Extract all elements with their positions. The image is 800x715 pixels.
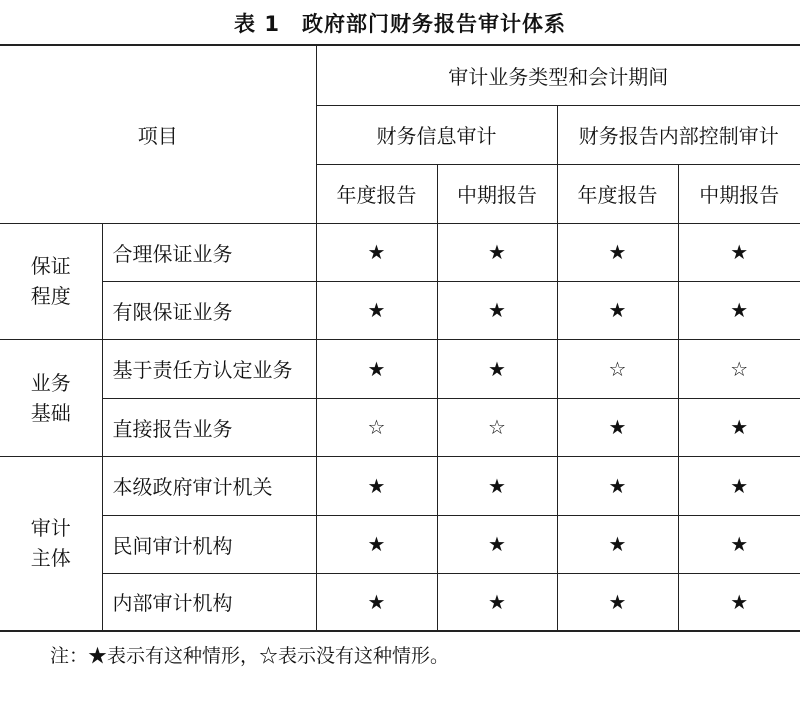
mark-cell: ★ <box>437 456 557 515</box>
mark-cell: ★ <box>557 223 678 281</box>
row-label-cell <box>102 281 316 339</box>
mark-cell: ★ <box>437 515 557 573</box>
mark-cell: ★ <box>316 339 437 398</box>
mark-cell: ★ <box>316 573 437 631</box>
header-sub-label: 中期报告 <box>699 183 780 207</box>
row-label: 合理保证业务 <box>112 241 233 266</box>
header-group1-cell <box>316 105 557 164</box>
mark-cell: ★ <box>557 281 678 339</box>
mark-cell: ★ <box>316 223 437 281</box>
mark-cell: ★ <box>557 456 678 515</box>
mark-cell: ☆ <box>557 339 678 398</box>
mark-cell: ☆ <box>316 398 437 456</box>
row-label-cell <box>102 515 316 573</box>
mark-cell: ☆ <box>437 398 557 456</box>
header-sub-cell <box>557 164 678 223</box>
row-label-cell <box>102 456 316 515</box>
mark-cell: ★ <box>678 573 800 631</box>
mark-cell: ★ <box>316 281 437 339</box>
group-label-line: 审计 <box>30 516 71 541</box>
header-sub-cell <box>678 164 800 223</box>
group-label-line: 主体 <box>30 546 71 571</box>
mark-cell: ★ <box>678 515 800 573</box>
mark-cell: ★ <box>678 281 800 339</box>
row-label: 有限保证业务 <box>112 299 233 324</box>
header-item-cell <box>0 45 316 223</box>
group-label-line: 保证 <box>30 254 71 278</box>
mark-cell: ★ <box>316 456 437 515</box>
header-top-cell <box>316 45 800 105</box>
row-label-cell <box>102 573 316 631</box>
row-label: 内部审计机构 <box>112 591 233 616</box>
group-label-cell <box>0 456 102 631</box>
header-group2-cell <box>557 105 800 164</box>
mark-cell: ★ <box>557 515 678 573</box>
header-sub-label: 中期报告 <box>457 183 537 207</box>
mark-cell: ★ <box>557 398 678 456</box>
mark-cell: ★ <box>437 573 557 631</box>
header-item-label: 项目 <box>137 123 178 148</box>
row-label: 民间审计机构 <box>112 533 233 558</box>
mark-cell: ★ <box>316 515 437 573</box>
mark-cell: ★ <box>678 223 800 281</box>
mark-cell: ★ <box>437 223 557 281</box>
mark-cell: ★ <box>678 398 800 456</box>
group-label-line: 基础 <box>30 400 71 425</box>
group-label-cell <box>0 223 102 339</box>
group-label-cell <box>0 339 102 456</box>
header-sub-label: 年度报告 <box>577 183 658 207</box>
group-label-line: 业务 <box>30 370 71 395</box>
row-label-cell <box>102 339 316 398</box>
row-label: 本级政府审计机关 <box>112 475 273 499</box>
header-group1-label: 财务信息审计 <box>376 124 497 148</box>
mark-cell: ★ <box>557 573 678 631</box>
mark-cell: ★ <box>678 456 800 515</box>
header-sub-cell <box>437 164 557 223</box>
group-label-line: 程度 <box>30 284 71 308</box>
mark-cell: ☆ <box>678 339 800 398</box>
header-sub-cell <box>316 164 437 223</box>
header-group2-label: 财务报告内部控制审计 <box>578 124 779 148</box>
row-label: 基于责任方认定业务 <box>112 358 293 382</box>
mark-cell: ★ <box>437 281 557 339</box>
header-top-label: 审计业务类型和会计期间 <box>448 64 669 89</box>
row-label-cell <box>102 223 316 281</box>
row-label: 直接报告业务 <box>112 416 233 441</box>
audit-system-table <box>0 44 800 632</box>
mark-cell: ★ <box>437 339 557 398</box>
row-label-cell <box>102 398 316 456</box>
table-caption: 表 1 政府部门财务报告审计体系 <box>234 12 566 36</box>
header-sub-label: 年度报告 <box>336 183 417 207</box>
table-note: 注：★表示有这种情形，☆表示没有这种情形。 <box>50 645 450 667</box>
